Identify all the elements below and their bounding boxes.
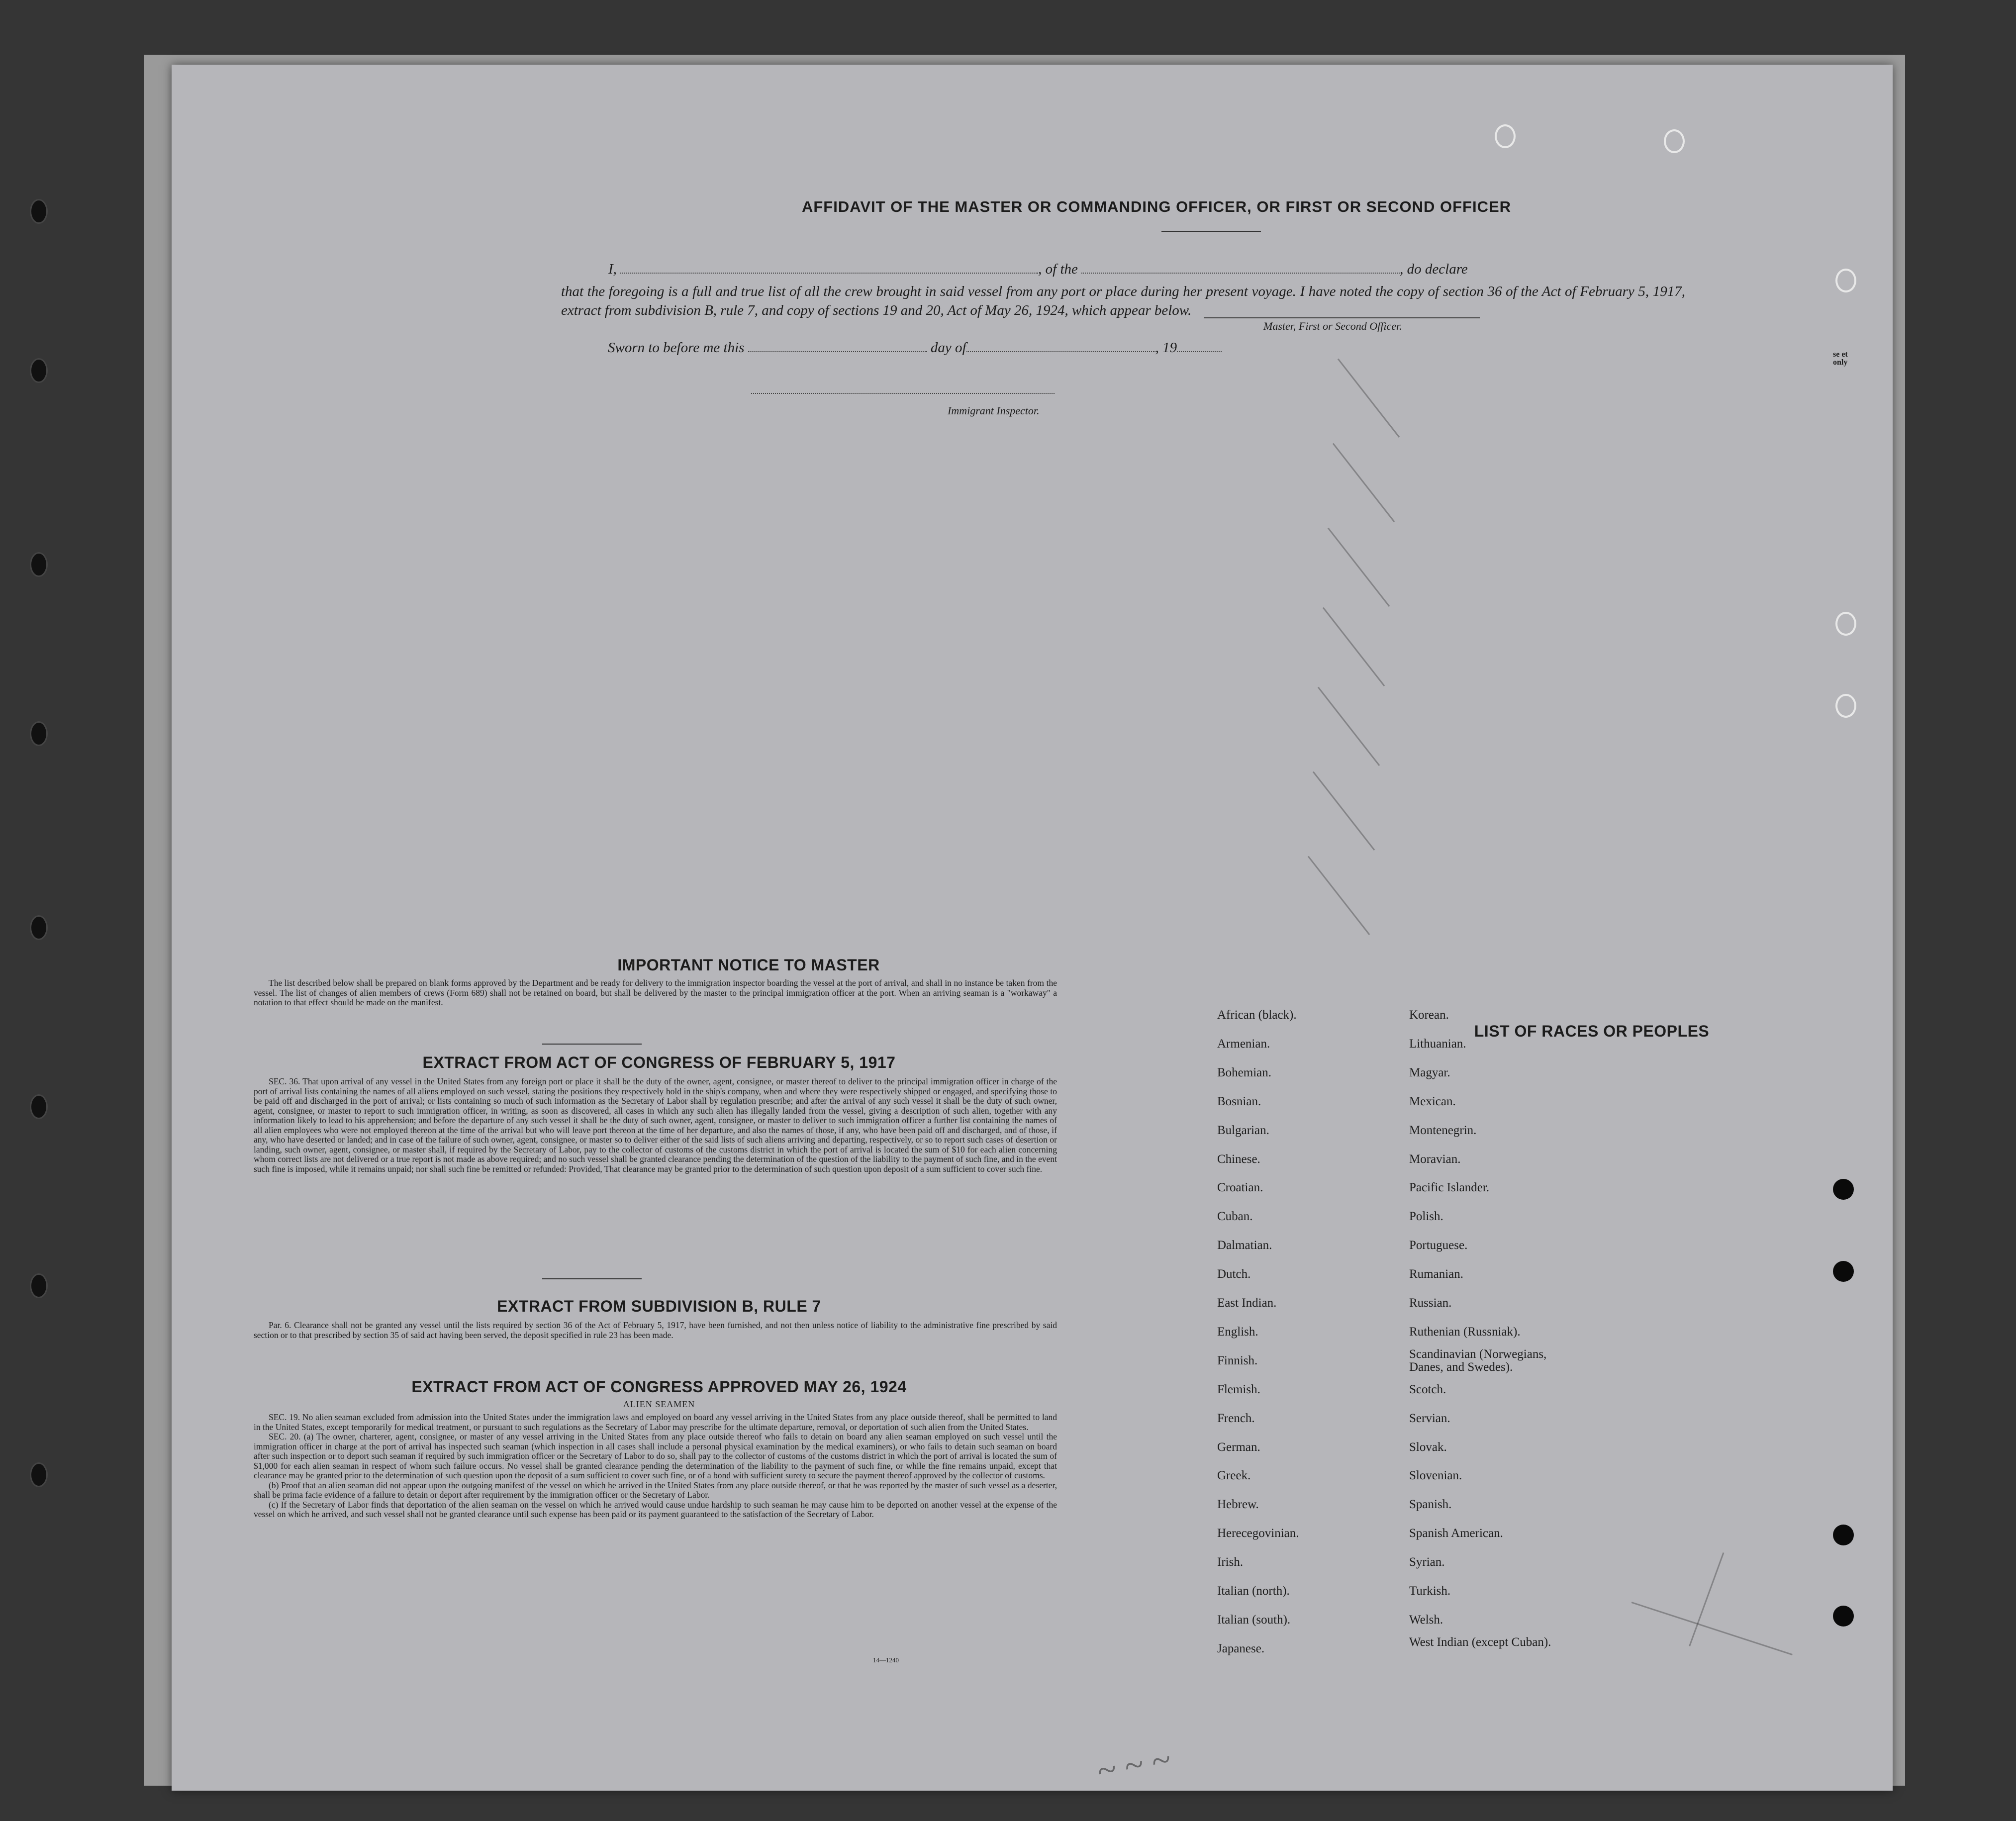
punch-ring bbox=[1835, 269, 1856, 292]
race-item: Hebrew. bbox=[1217, 1498, 1259, 1512]
race-item: English. bbox=[1217, 1325, 1258, 1339]
affidavit-title: AFFIDAVIT OF THE MASTER OR COMMANDING OFFICER, OR FIRST OR SECOND OFFICER bbox=[801, 198, 1512, 215]
pen-mark bbox=[1313, 771, 1375, 851]
race-item: Mexican. bbox=[1409, 1094, 1456, 1108]
rule7-text: Par. 6. Clearance shall not be granted any vessel until the lists required by section 36 of the Act of February 5, 1917, have been furnished, and not then unless notice of liability to the administrative fine prescribed by said section or to that prescribed by section 35 of said act having been served, the deposit specified in rule 23 has been made. bbox=[254, 1320, 1057, 1340]
race-item: Dalmatian. bbox=[1217, 1239, 1272, 1252]
race-item: Greek. bbox=[1217, 1469, 1251, 1483]
binder-hole bbox=[30, 1273, 48, 1298]
race-item: African (black). bbox=[1217, 1008, 1297, 1022]
binder-hole bbox=[30, 552, 48, 577]
race-item: Dutch. bbox=[1217, 1267, 1251, 1281]
extract-1924-title: EXTRACT FROM ACT OF CONGRESS APPROVED MAY 26, 1924 bbox=[411, 1378, 907, 1396]
year-blank[interactable] bbox=[1177, 340, 1222, 352]
binder-hole bbox=[30, 721, 48, 746]
month-blank[interactable] bbox=[966, 340, 1155, 352]
pen-mark bbox=[1333, 443, 1395, 522]
races-title: LIST OF RACES OR PEOPLES bbox=[1474, 1022, 1710, 1040]
race-item: Slovak. bbox=[1409, 1440, 1447, 1454]
punch-hole bbox=[1833, 1606, 1854, 1627]
affidavit-body: that the foregoing is a full and true list of all the crew brought in said vessel from any port or place during her present voyage. I have noted the copy of section 36 of the Act of February 5, 1917, extract from subdivision B, rule 7, and copy of sections 19 and 20, Act of May 26, 1924, which appear below. bbox=[561, 284, 1685, 318]
race-item: Korean. bbox=[1409, 1008, 1449, 1022]
race-item: French. bbox=[1217, 1411, 1255, 1425]
punch-ring bbox=[1835, 694, 1856, 718]
pen-mark bbox=[1323, 607, 1385, 686]
pen-mark bbox=[1318, 687, 1380, 766]
pen-mark bbox=[1689, 1552, 1724, 1646]
race-item: Herecegovinian. bbox=[1217, 1527, 1299, 1540]
race-item: Welsh. bbox=[1409, 1613, 1443, 1627]
punch-ring bbox=[1835, 612, 1856, 636]
race-item: Rumanian. bbox=[1409, 1267, 1464, 1281]
race-item: Croatian. bbox=[1217, 1181, 1263, 1195]
master-signature-line[interactable] bbox=[1204, 317, 1480, 318]
inspector-signature-line[interactable] bbox=[751, 393, 1055, 394]
pen-mark bbox=[1308, 856, 1370, 935]
day-blank[interactable] bbox=[748, 340, 927, 352]
race-item: Spanish. bbox=[1409, 1498, 1452, 1512]
inspector-caption: Immigrant Inspector. bbox=[948, 404, 1040, 417]
race-item: East Indian. bbox=[1217, 1296, 1277, 1310]
race-item: Servian. bbox=[1409, 1411, 1450, 1425]
vessel-blank[interactable] bbox=[1081, 262, 1400, 274]
extract-1917-title: EXTRACT FROM ACT OF CONGRESS OF FEBRUARY 5, 1917 bbox=[422, 1054, 896, 1071]
notice-title: IMPORTANT NOTICE TO MASTER bbox=[617, 956, 880, 974]
race-item: West Indian (except Cuban). bbox=[1409, 1635, 1551, 1649]
race-item: Montenegrin. bbox=[1409, 1123, 1477, 1137]
race-item: Turkish. bbox=[1409, 1584, 1451, 1598]
race-item: Chinese. bbox=[1217, 1152, 1260, 1166]
race-item: Armenian. bbox=[1217, 1037, 1270, 1051]
punch-hole bbox=[1833, 1179, 1854, 1200]
master-caption: Master, First or Second Officer. bbox=[1263, 320, 1402, 332]
sworn-line bbox=[608, 340, 1222, 356]
race-item: Magyar. bbox=[1409, 1065, 1450, 1079]
do-declare-label: , do declare bbox=[1400, 261, 1468, 277]
race-item: Bosnian. bbox=[1217, 1094, 1261, 1108]
binder-hole bbox=[30, 199, 48, 224]
race-item: Italian (north). bbox=[1217, 1584, 1290, 1598]
sec20b-text: (b) Proof that an alien seaman did not appear upon the outgoing manifest of the vessel on which he arrived in the United States from any place outside thereof, or that he was reported by the master of such vessel as a deserter, shall be prima facie evidence of a failure to detain or deport after requirement by the immigration officer or the Secretary of Labor. bbox=[254, 1480, 1057, 1500]
race-item: Bohemian. bbox=[1217, 1065, 1272, 1079]
extract-rule7-body bbox=[254, 1321, 1057, 1340]
extract-rule7-title: EXTRACT FROM SUBDIVISION B, RULE 7 bbox=[497, 1297, 821, 1315]
race-item: Spanish American. bbox=[1409, 1527, 1503, 1540]
alien-seamen-subtitle: ALIEN SEAMEN bbox=[623, 1399, 695, 1409]
notice-text: The list described below shall be prepared on blank forms approved by the Department and be ready for delivery to the immigration inspector boarding the vessel at the port of arrival, and shall in no instance be taken from the vessel. The list of changes of alien members of crews (Form 689) shall not be retained on board, but shall be delivered by the master to the principal immigration officer at the port. When an arriving seaman is a "workaway" a notation to that effect should be made on the manifest. bbox=[254, 978, 1057, 1007]
race-item: Russian. bbox=[1409, 1296, 1452, 1310]
section-rule bbox=[542, 1044, 642, 1045]
punch-hole bbox=[1833, 1525, 1854, 1545]
race-item: Flemish. bbox=[1217, 1382, 1260, 1396]
race-item: Syrian. bbox=[1409, 1555, 1445, 1569]
race-item: Polish. bbox=[1409, 1210, 1443, 1224]
race-item: Scotch. bbox=[1409, 1382, 1446, 1396]
race-item: Bulgarian. bbox=[1217, 1123, 1269, 1137]
race-item: Italian (south). bbox=[1217, 1613, 1291, 1627]
sec19-text: SEC. 19. No alien seaman excluded from admission into the United States under the immigration laws and employed on board any vessel arriving in the United States from any place outside thereof, shall be permitted to land in the United States, except temporarily for medical treatment, or pursuant to such regulations as the Secretary of Labor may prescribe for the ultimate departure, removal, or deportation of such alien from the United States. bbox=[254, 1412, 1057, 1432]
binder-hole bbox=[30, 1462, 48, 1487]
race-item: Lithuanian. bbox=[1409, 1037, 1466, 1051]
sec36-text: SEC. 36. That upon arrival of any vessel in the United States from any foreign port or place it shall be the duty of the owner, agent, consignee, or master thereof to deliver to the principal immigration officer in charge of the port of arrival lists containing the names of all aliens employed on such vessel, stating the positions they respectively hold in the ship's company, when and where they were respectively shipped or engaged, and specifying those to be paid off and discharged in the port of arrival; or lists containing so much of such information as the Secretary of Labor shall by regulation prescribe; and after the arrival of any such vessel it shall be the duty of such owner, agent, consignee, or master to report to such immigration officer, in writing, as soon as discovered, all cases in which any such alien has illegally landed from the vessel, giving a description of such alien, together with any information likely to lead to his apprehension; and before the departure of any such vessel it shall be the duty of such owner, agent, consignee, or master to deliver to such immigration officer a further list containing the names of all alien employees who were not employed thereon at the time of the arrival but who will leave port thereon at the time of her departure, and also the names of those, if any, who have been paid off and discharged, and of those, if any, who have deserted or landed; and in case of the failure of such owner, agent, consignee, or master so to deliver either of the said lists of such aliens arriving and departing, respectively, or so to report such cases of desertion or landing, such owner, agent, consignee, or master shall, if required by the Secretary of Labor, pay to the collector of customs of the customs district in which the port of arrival is located the sum of $10 for each alien concerning whom correct lists are not delivered or a true report is not made as above required; and no such vessel shall be granted clearance pending the determination of the question of the liability to the payment of such fine, and in the event such fine is imposed, while it remains unpaid; nor shall such fine be remitted or refunded: Provided, That clearance may be granted prior to the determination of such question upon deposit of a sum sufficient to cover such fine. bbox=[254, 1076, 1057, 1174]
title-rule bbox=[1161, 231, 1261, 232]
year-label: , 19 bbox=[1155, 340, 1177, 356]
race-item: Pacific Islander. bbox=[1409, 1181, 1490, 1195]
extract-1924-body bbox=[254, 1413, 1057, 1520]
declaration-line bbox=[608, 261, 1468, 278]
punch-ring bbox=[1664, 129, 1685, 153]
pen-mark bbox=[1338, 359, 1400, 438]
binder-hole bbox=[30, 358, 48, 383]
binder-hole bbox=[30, 915, 48, 940]
race-item: Irish. bbox=[1217, 1555, 1244, 1569]
notice-body bbox=[254, 978, 1057, 1008]
of-the-label: , of the bbox=[1038, 261, 1078, 277]
race-item: Portuguese. bbox=[1409, 1239, 1468, 1252]
race-item: Ruthenian (Russniak). bbox=[1409, 1325, 1521, 1339]
sec20c-text: (c) If the Secretary of Labor finds that deportation of the alien seaman on the vessel on which he arrived would cause undue hardship to such seaman he may cause him to be deported on another vessel at the expense of the vessel on which he arrived, and such vessel shall not be granted clearance until such expense has been paid or its payment guaranteed to the satisfaction of the Secretary of Labor. bbox=[254, 1499, 1057, 1519]
faint-signature: ~ ~ ~ bbox=[1094, 1740, 1174, 1791]
manifest-sheet bbox=[172, 65, 1893, 1791]
punch-ring bbox=[1495, 124, 1516, 148]
name-blank[interactable] bbox=[620, 262, 1038, 274]
race-item: German. bbox=[1217, 1440, 1260, 1454]
race-item: Slovenian. bbox=[1409, 1469, 1462, 1483]
day-of-label: day of bbox=[930, 340, 966, 356]
race-item: Finnish. bbox=[1217, 1353, 1258, 1367]
race-item: Moravian. bbox=[1409, 1152, 1461, 1166]
race-item: Japanese. bbox=[1217, 1641, 1265, 1655]
i-label: I, bbox=[608, 261, 617, 277]
form-number: 14—1240 bbox=[873, 1656, 899, 1664]
sworn-label: Sworn to before me this bbox=[608, 340, 745, 356]
section-rule bbox=[542, 1278, 642, 1279]
binder-hole bbox=[30, 1094, 48, 1119]
pen-mark bbox=[1328, 528, 1390, 607]
sec20a-text: SEC. 20. (a) The owner, charterer, agent, consignee, or master of any vessel arriving in the United States from any place outside thereof who fails to detain on board any alien seaman employed on such vessel until the immigration officer in charge at the port of arrival has inspected such seaman (which inspection in all cases shall include a personal physical examination by the medical examiners), or who fails to detain such seaman on board after such inspection or to deport such seaman if required by such immigration officer or the Secretary of Labor to do so, shall pay to the collector of customs of the customs district in which the port of arrival is located the sum of $1,000 for each alien seaman in respect of whom such failure occurs. No vessel shall be granted clearance pending the determination of the liability to the payment of such fine, or while the fine remains unpaid, except that clearance may be granted prior to the determination of such question upon the deposit of a sum sufficient to cover such fine, or of a bond with sufficient surety to secure the payment thereof approved by the collector of customs. bbox=[254, 1432, 1057, 1480]
marginal-stamp: se et only bbox=[1833, 350, 1848, 367]
race-item: Scandinavian (Norwegians, Danes, and Swedes). bbox=[1409, 1347, 1547, 1374]
extract-1917-body bbox=[254, 1077, 1057, 1174]
punch-hole bbox=[1833, 1261, 1854, 1282]
pen-mark bbox=[1632, 1602, 1793, 1655]
race-item: Cuban. bbox=[1217, 1210, 1253, 1224]
